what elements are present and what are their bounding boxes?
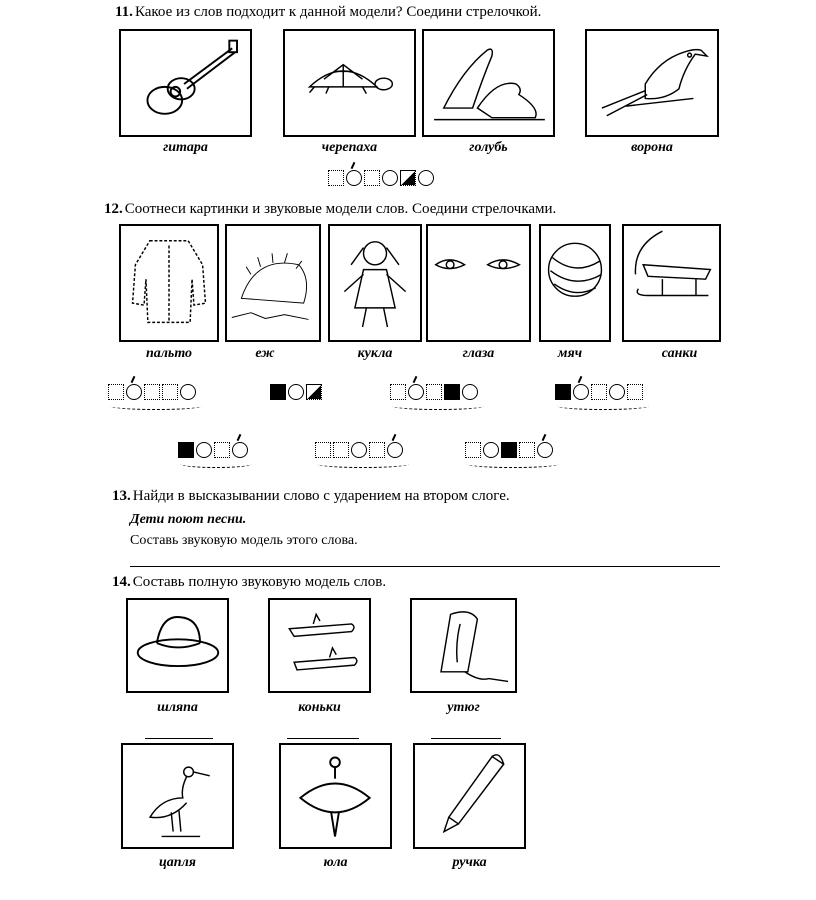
model-cell (126, 384, 142, 400)
word-14-5: юла (323, 855, 348, 870)
hedgehog-picture (225, 224, 321, 342)
task-13-sentence: Дети поют песни. (130, 512, 247, 527)
word-11-1: гитара (163, 140, 208, 155)
model-cell (369, 442, 385, 458)
answer-line[interactable] (145, 738, 213, 739)
model-cell (270, 384, 286, 400)
model-cell (351, 442, 367, 458)
coat-icon (121, 226, 217, 340)
model-cell (462, 384, 478, 400)
doll-icon (330, 226, 420, 340)
task-12-text: Соотнеси картинки и звуковые модели слов. Соедини стрелочками. (124, 201, 557, 217)
word-11-2: черепаха (321, 140, 378, 155)
word-11-4: ворона (631, 140, 673, 155)
model-cell (408, 384, 424, 400)
top-picture (279, 743, 392, 849)
task-11-text: Какое из слов подходит к данной модели? Соедини стрелочкой. (134, 4, 542, 20)
syllable-arc (467, 460, 559, 468)
model-cell (465, 442, 481, 458)
task-12-heading (104, 201, 556, 218)
model-cell (315, 442, 331, 458)
model-cell (306, 384, 322, 400)
doves-picture (422, 29, 555, 137)
answer-line[interactable] (431, 738, 501, 739)
word-12-4: глаза (462, 346, 495, 361)
model-cell (555, 384, 571, 400)
syllable-arc (557, 402, 649, 410)
skates-icon (270, 600, 369, 691)
task-13-text: Найди в высказывании слово с ударением на втором слоге. (132, 488, 510, 504)
sound-model-12-g (465, 442, 553, 458)
pen-icon (415, 745, 524, 847)
model-cell (501, 442, 517, 458)
ball-picture (539, 224, 611, 342)
sound-model-12-a (108, 384, 196, 400)
task-14-number: 14. (112, 574, 131, 590)
iron-icon (412, 600, 515, 691)
model-cell (346, 170, 362, 186)
model-cell (288, 384, 304, 400)
eyes-picture (426, 224, 531, 342)
syllable-arc (317, 460, 409, 468)
syllable-arc (180, 460, 252, 468)
model-cell (609, 384, 625, 400)
task-13-heading (112, 488, 510, 505)
word-14-6: ручка (452, 855, 487, 870)
model-cell (387, 442, 403, 458)
heron-picture (121, 743, 234, 849)
model-cell (108, 384, 124, 400)
sound-model-12-c (390, 384, 478, 400)
word-14-1: шляпа (157, 700, 198, 715)
answer-line[interactable] (287, 738, 359, 739)
answer-line[interactable] (130, 566, 720, 567)
turtle-icon (285, 31, 414, 135)
crow-icon (587, 31, 717, 135)
model-cell (333, 442, 349, 458)
task-11-heading (115, 4, 541, 21)
model-cell (418, 170, 434, 186)
hat-picture (126, 598, 229, 693)
doves-icon (424, 31, 553, 135)
syllable-arc (110, 402, 202, 410)
word-11-3: голубь (469, 140, 508, 155)
model-cell (382, 170, 398, 186)
word-14-2: коньки (298, 700, 341, 715)
word-14-4: цапля (159, 855, 196, 870)
word-12-5: мяч (557, 346, 583, 361)
sound-model-12-f (315, 442, 403, 458)
word-12-6: санки (661, 346, 698, 361)
doll-picture (328, 224, 422, 342)
model-cell (144, 384, 160, 400)
eyes-icon (428, 226, 529, 340)
iron-picture (410, 598, 517, 693)
model-cell (573, 384, 589, 400)
model-cell (196, 442, 212, 458)
model-cell (627, 384, 643, 400)
model-cell (537, 442, 553, 458)
crow-picture (585, 29, 719, 137)
sound-model-12-b (270, 384, 322, 400)
task-13-instruction: Составь звуковую модель этого слова. (130, 533, 358, 548)
task-12-number: 12. (104, 201, 123, 217)
model-cell (364, 170, 380, 186)
word-12-3: кукла (357, 346, 393, 361)
word-14-3: утюг (447, 700, 480, 715)
sound-model-11 (328, 170, 434, 186)
word-12-1: пальто (145, 346, 193, 361)
guitar-icon (121, 31, 250, 135)
model-cell (400, 170, 416, 186)
task-14-heading (112, 574, 386, 591)
model-cell (591, 384, 607, 400)
ball-icon (541, 226, 609, 340)
hat-icon (128, 600, 227, 691)
model-cell (162, 384, 178, 400)
hedgehog-icon (227, 226, 319, 340)
syllable-arc (392, 402, 484, 410)
model-cell (180, 384, 196, 400)
turtle-picture (283, 29, 416, 137)
model-cell (483, 442, 499, 458)
model-cell (519, 442, 535, 458)
word-12-2: еж (255, 346, 275, 361)
coat-picture (119, 224, 219, 342)
task-14-text: Составь полную звуковую модель слов. (132, 574, 387, 590)
top-icon (281, 745, 390, 847)
task-13-number: 13. (112, 488, 131, 504)
model-cell (390, 384, 406, 400)
heron-icon (123, 745, 232, 847)
skates-picture (268, 598, 371, 693)
model-cell (426, 384, 442, 400)
guitar-picture (119, 29, 252, 137)
pen-picture (413, 743, 526, 849)
model-cell (232, 442, 248, 458)
task-11-number: 11. (115, 4, 133, 20)
sled-picture (622, 224, 721, 342)
sound-model-12-d (555, 384, 643, 400)
model-cell (328, 170, 344, 186)
model-cell (178, 442, 194, 458)
sled-icon (624, 226, 719, 340)
model-cell (444, 384, 460, 400)
model-cell (214, 442, 230, 458)
sound-model-12-e (178, 442, 248, 458)
